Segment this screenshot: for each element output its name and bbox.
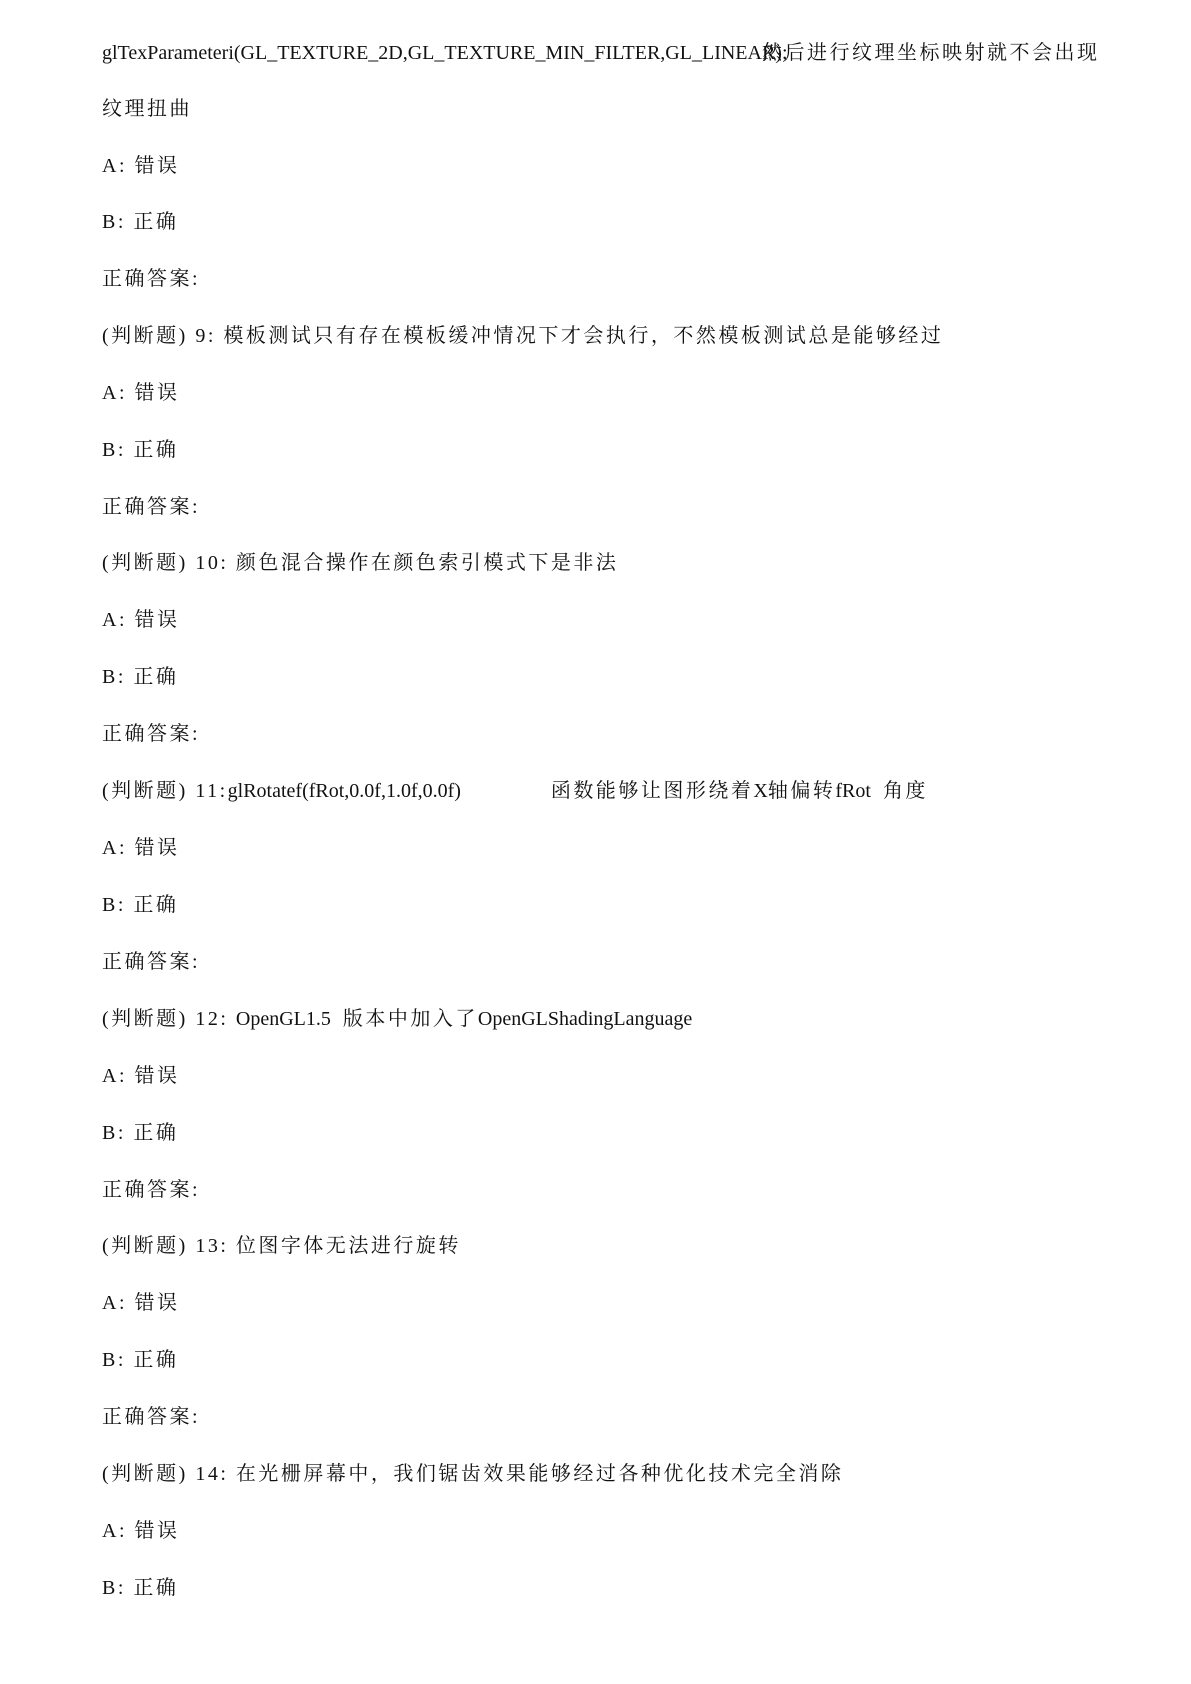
intro-code: glTexParameteri(GL_TEXTURE_2D,GL_TEXTURE_MIN_FILTER,GL_LINEAR); [102, 42, 788, 64]
answer-label: 正确答案: [102, 1179, 201, 1201]
intro-line-2: 纹理扭曲 [102, 98, 192, 120]
answer-label: 正确答案: [102, 496, 201, 518]
question-prefix: (判断题) 10: [102, 552, 229, 574]
option-a: A: 错误 [102, 837, 180, 859]
option-a: A: 错误 [102, 155, 180, 177]
question-text: 在光栅屏幕中，我们锯齿效果能够经过各种优化技术完全消除 [235, 1463, 844, 1485]
option-a: A: 错误 [102, 382, 180, 404]
question-text-a: 版本中加入了 [342, 1008, 478, 1030]
intro-line-1 [102, 39, 788, 67]
question-text-c: 角度 [882, 780, 928, 802]
option-b: B: 正确 [102, 211, 179, 233]
question-prefix: (判断题) 14: [102, 1463, 229, 1485]
question-prefix: (判断题) 11: [102, 780, 228, 802]
question-feature: OpenGLShadingLanguage [477, 1008, 693, 1030]
question-text: 颜色混合操作在颜色索引模式下是非法 [235, 552, 619, 574]
question-axis: X [753, 780, 768, 802]
question-text: 模板测试只有存在模板缓冲情况下才会执行，不然模板测试总是能够经过 [223, 325, 944, 347]
answer-label: 正确答案: [102, 1406, 201, 1428]
question-10 [102, 549, 618, 577]
option-b: B: 正确 [102, 666, 179, 688]
answer-label: 正确答案: [102, 723, 201, 745]
option-a: A: 错误 [102, 609, 180, 631]
question-product: OpenGL1.5 [235, 1008, 331, 1030]
question-9 [102, 322, 943, 350]
question-text-a: 函数能够让图形绕着 [550, 780, 754, 802]
question-code: glRotatef(fRot,0.0f,1.0f,0.0f) [227, 780, 461, 802]
option-a: A: 错误 [102, 1065, 180, 1087]
option-b: B: 正确 [102, 1577, 179, 1599]
question-var: fRot [835, 780, 871, 802]
answer-label: 正确答案: [102, 268, 201, 290]
option-a: A: 错误 [102, 1292, 180, 1314]
question-prefix: (判断题) 12: [102, 1008, 229, 1030]
option-b: B: 正确 [102, 1122, 179, 1144]
question-12 [102, 1005, 692, 1033]
answer-label: 正确答案: [102, 951, 201, 973]
option-b: B: 正确 [102, 894, 179, 916]
question-11 [102, 777, 928, 805]
question-text-b: 轴偏转 [767, 780, 836, 802]
question-13 [102, 1232, 461, 1260]
option-b: B: 正确 [102, 439, 179, 461]
option-b: B: 正确 [102, 1349, 179, 1371]
option-a: A: 错误 [102, 1520, 180, 1542]
question-14 [102, 1460, 843, 1488]
question-prefix: (判断题) 13: [102, 1235, 229, 1257]
intro-text-tail: 然后进行纹理坐标映射就不会出现 [762, 42, 1100, 64]
question-text: 位图字体无法进行旋转 [235, 1235, 461, 1257]
question-prefix: (判断题) 9: [102, 325, 216, 347]
